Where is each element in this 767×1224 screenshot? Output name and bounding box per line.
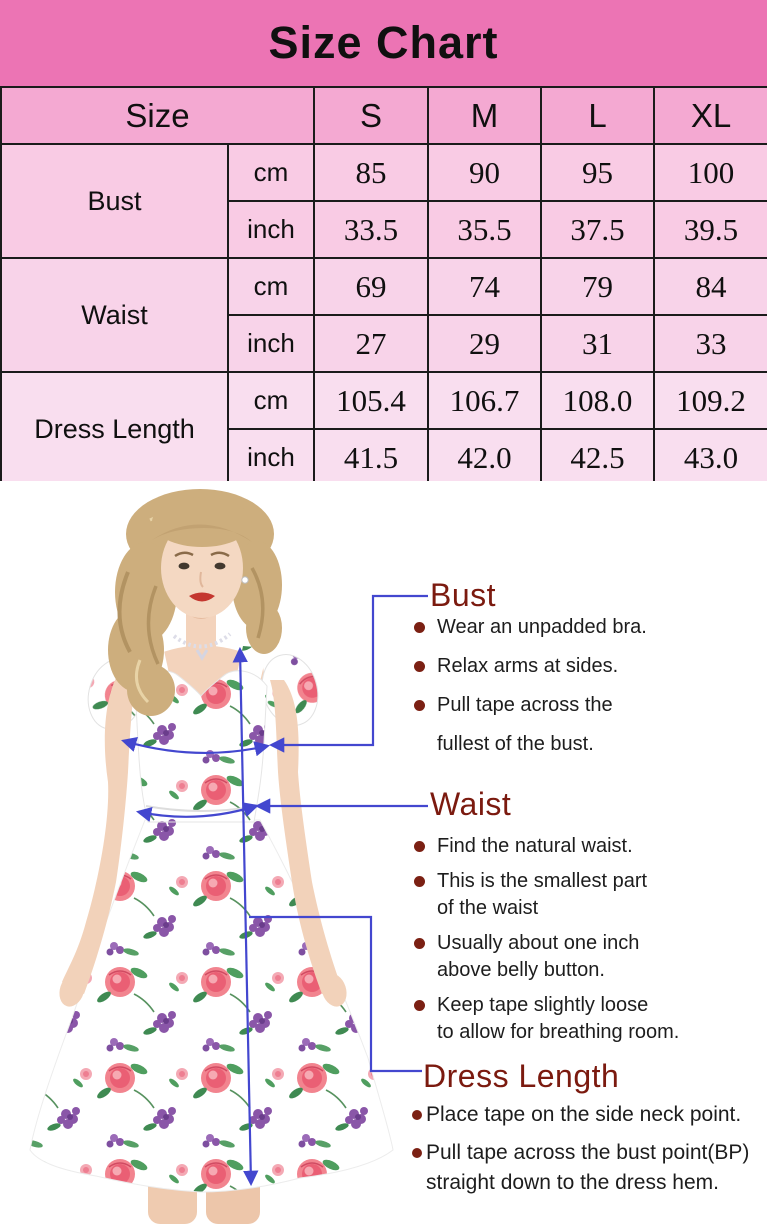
unit-cell: cm [228, 372, 314, 429]
bullet-icon [414, 661, 425, 672]
table-cell: 37.5 [541, 201, 654, 258]
header-size-cell: Size [1, 87, 314, 144]
bullet-icon [414, 1000, 425, 1011]
header-size-xl: XL [654, 87, 767, 144]
unit-cell: inch [228, 315, 314, 372]
table-row-bust-cm [1, 144, 767, 201]
bullet-icon [414, 876, 425, 887]
table-cell: 105.4 [314, 372, 428, 429]
list-item: Relax arms at sides. [414, 647, 647, 686]
dress [30, 646, 393, 1192]
table-cell: 100 [654, 144, 767, 201]
unit-cell: cm [228, 144, 314, 201]
list-item: Keep tape slightly loose to allow for breathing room. [414, 992, 679, 1047]
list-item: Pull tape across the fullest of the bust. [414, 686, 647, 764]
list-item: Pull tape across the bust point(BP) straight down to the dress hem. [412, 1138, 749, 1198]
table-cell: 90 [428, 144, 541, 201]
table-cell: 84 [654, 258, 767, 315]
bullet-icon [414, 622, 425, 633]
unit-cell: inch [228, 429, 314, 486]
bullet-icon [414, 938, 425, 949]
table-row-dress-cm [1, 372, 767, 429]
table-cell: 41.5 [314, 429, 428, 486]
row-label-dress-length: Dress Length [1, 372, 228, 486]
waist-instructions [414, 833, 679, 1054]
list-item: Place tape on the side neck point. [412, 1100, 749, 1130]
bust-instructions [414, 608, 647, 764]
unit-cell: inch [228, 201, 314, 258]
row-label-waist: Waist [1, 258, 228, 372]
model-photo [0, 481, 430, 1224]
table-cell: 35.5 [428, 201, 541, 258]
table-cell: 31 [541, 315, 654, 372]
size-table [0, 86, 767, 487]
table-cell: 79 [541, 258, 654, 315]
table-header-row [1, 87, 767, 144]
bullet-icon [412, 1148, 422, 1158]
table-cell: 74 [428, 258, 541, 315]
table-cell: 69 [314, 258, 428, 315]
header-size-s: S [314, 87, 428, 144]
dress-length-instructions [412, 1100, 749, 1206]
table-cell: 33 [654, 315, 767, 372]
header-size-l: L [541, 87, 654, 144]
table-cell: 42.5 [541, 429, 654, 486]
table-cell: 95 [541, 144, 654, 201]
row-label-bust: Bust [1, 144, 228, 258]
unit-cell: cm [228, 258, 314, 315]
bullet-icon [412, 1110, 422, 1120]
bust-heading: Bust [430, 577, 497, 613]
list-item: Find the natural waist. [414, 833, 679, 861]
measuring-guide-section [0, 481, 767, 1224]
earring [242, 577, 248, 583]
list-item: Usually about one inch above belly button. [414, 930, 679, 985]
list-item: Wear an unpadded bra. [414, 608, 647, 647]
table-cell: 42.0 [428, 429, 541, 486]
table-cell: 43.0 [654, 429, 767, 486]
list-item: This is the smallest part of the waist [414, 868, 679, 923]
size-chart-banner [0, 0, 767, 86]
dress-length-heading: Dress Length [423, 1058, 620, 1094]
bullet-icon [414, 700, 425, 711]
waist-heading: Waist [430, 786, 512, 822]
table-row-waist-cm [1, 258, 767, 315]
table-cell: 27 [314, 315, 428, 372]
page-title: Size Chart [268, 17, 499, 68]
table-cell: 85 [314, 144, 428, 201]
table-cell: 106.7 [428, 372, 541, 429]
table-cell: 108.0 [541, 372, 654, 429]
table-cell: 39.5 [654, 201, 767, 258]
header-size-m: M [428, 87, 541, 144]
table-cell: 29 [428, 315, 541, 372]
table-cell: 33.5 [314, 201, 428, 258]
bullet-icon [414, 841, 425, 852]
table-cell: 109.2 [654, 372, 767, 429]
